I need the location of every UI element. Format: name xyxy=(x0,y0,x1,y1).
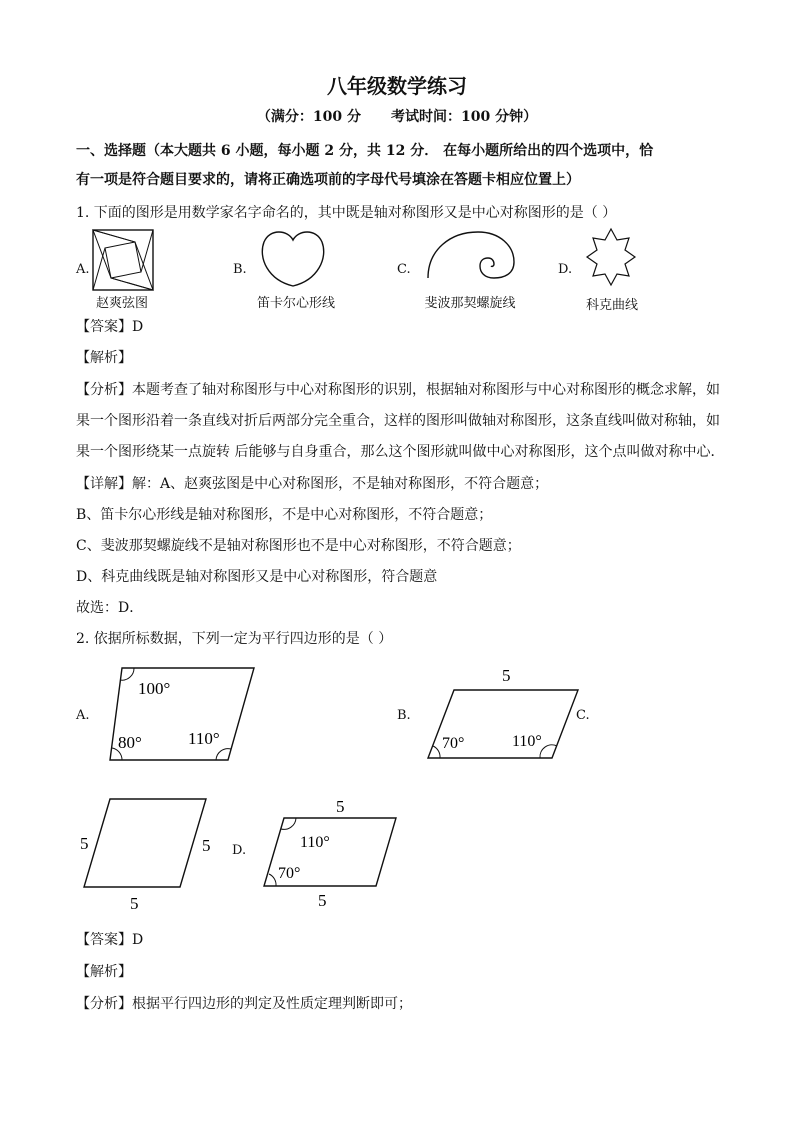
q2-option-d-figure xyxy=(260,796,402,912)
q1-option-b-letter: B. xyxy=(233,262,247,277)
q2-analysis-label: 【解析】 xyxy=(76,964,132,980)
q1-detail-line: 【详解】解：A、赵爽弦图是中心对称图形，不是轴对称图形，不符合题意； xyxy=(76,476,549,492)
q2-option-b-figure xyxy=(424,664,582,764)
q2-option-c-letter: C. xyxy=(576,708,590,723)
q1-detail-line: C、斐波那契螺旋线不是轴对称图形也不是中心对称图形，不符合题意； xyxy=(76,538,521,554)
q2b-side-top: 5 xyxy=(502,666,511,685)
q2-option-c-figure xyxy=(76,795,226,917)
exam-info xyxy=(0,106,794,126)
q2-stem: 2. 依据所标数据，下列一定为平行四边形的是（ ） xyxy=(76,631,393,647)
q1-option-c-caption: 斐波那契螺旋线 xyxy=(424,296,516,311)
cardioid-icon xyxy=(258,228,328,290)
q1-stem: 1. 下面的图形是用数学家名字命名的，其中既是轴对称图形又是中心对称图形的是（ ） xyxy=(76,205,617,221)
full-score: （满分：100 分 xyxy=(256,109,361,125)
q1-analysis-label: 【解析】 xyxy=(76,350,132,366)
section-heading-line2: 有一项是符合题目要求的，请将正确选项前的字母代号填涂在答题卡相应位置上） xyxy=(76,172,580,188)
q2a-angle-top: 100° xyxy=(138,679,171,698)
q1-detail-line: B、笛卡尔心形线是轴对称图形，不是中心对称图形，不符合题意； xyxy=(76,507,493,523)
q2d-angle-top-left: 110° xyxy=(300,834,330,851)
q1-option-a-caption: 赵爽弦图 xyxy=(95,296,148,311)
q2-option-a-figure xyxy=(104,660,259,768)
section-heading-line1: 一、选择题（本大题共 6 小题，每小题 2 分，共 12 分． 在每小题所给出的四个选项中，恰 xyxy=(76,143,654,159)
q2b-angle-bottom-right: 110° xyxy=(512,733,542,750)
q2-analysis: 【分析】根据平行四边形的判定及性质定理判断即可； xyxy=(76,996,412,1012)
zhao-shuang-diagram-icon xyxy=(92,229,154,291)
q2-option-d-letter: D. xyxy=(232,843,247,858)
q1-option-d-caption: 科克曲线 xyxy=(585,298,638,313)
q1-analysis-line: 果一个图形绕某一点旋转 后能够与自身重合，那么这个图形就叫做中心对称图形，这个点叫做对称中心． xyxy=(76,444,725,460)
q1-answer: 【答案】D xyxy=(76,319,144,335)
q1-detail-line: 故选：D． xyxy=(76,600,144,616)
q2c-side-right: 5 xyxy=(202,836,211,855)
q1-option-b-caption: 笛卡尔心形线 xyxy=(256,296,335,311)
q2a-angle-bottom-left: 80° xyxy=(118,733,142,752)
q2c-side-left: 5 xyxy=(80,834,89,853)
q2c-side-bottom: 5 xyxy=(130,894,139,913)
fibonacci-spiral-icon xyxy=(422,228,518,280)
q1-analysis-line: 【分析】本题考查了轴对称图形与中心对称图形的识别，根据轴对称图形与中心对称图形的概念求解，如 xyxy=(76,382,720,398)
q1-analysis-line: 果一个图形沿着一条直线对折后两部分完全重合，这样的图形叫做轴对称图形，这条直线叫做对称轴，如 xyxy=(76,413,720,429)
q2d-angle-bottom-left: 70° xyxy=(278,865,301,882)
q1-detail-line: D、科克曲线既是轴对称图形又是中心对称图形，符合题意 xyxy=(76,569,438,585)
q2-option-a-letter: A. xyxy=(76,708,90,723)
q1-option-a-letter: A. xyxy=(76,262,90,277)
exam-time: 考试时间：100 分钟） xyxy=(391,109,538,125)
q2b-angle-bottom-left: 70° xyxy=(442,735,465,752)
q1-option-d-letter: D. xyxy=(558,262,573,277)
page-title: 八年级数学练习 xyxy=(327,74,467,98)
q1-option-c-letter: C. xyxy=(397,262,411,277)
koch-snowflake-icon xyxy=(576,226,646,292)
q2a-angle-bottom-right: 110° xyxy=(188,729,220,748)
q2-answer: 【答案】D xyxy=(76,932,144,948)
q2d-side-bottom: 5 xyxy=(318,891,327,910)
q2-option-b-letter: B. xyxy=(397,708,411,723)
q2d-side-top: 5 xyxy=(336,797,345,816)
